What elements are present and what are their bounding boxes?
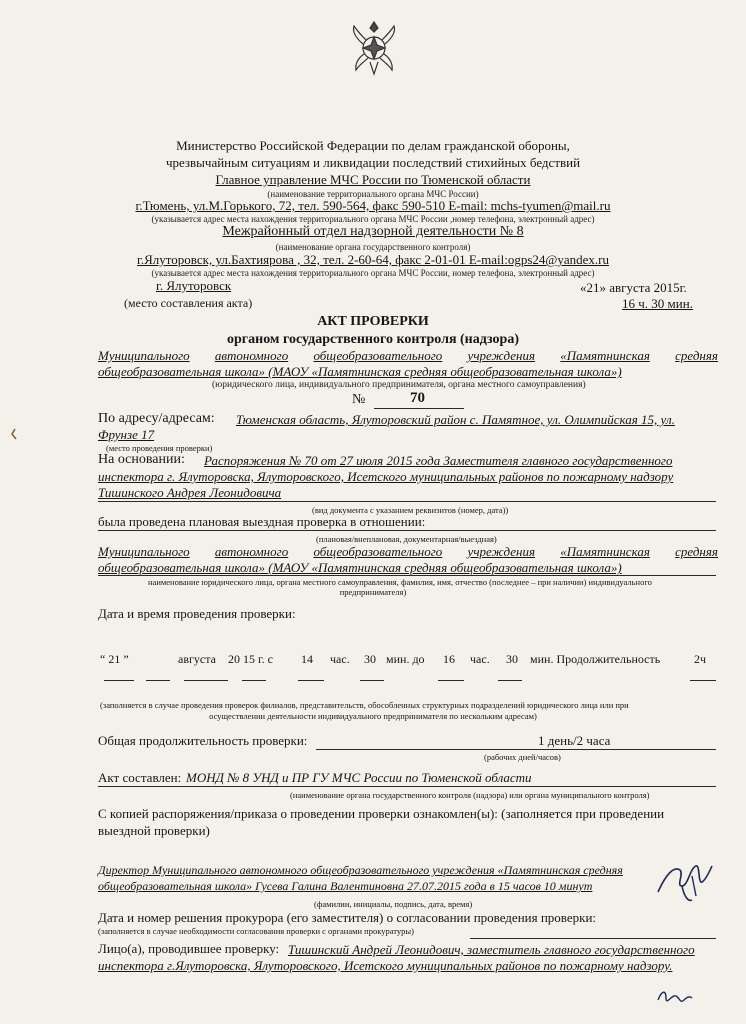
datetime-hour-label-2: час. bbox=[470, 652, 490, 666]
basis-value-line-3: Тишинского Андрея Леонидовича bbox=[98, 485, 282, 500]
copy-acknowledgment-line-2: выездной проверки) bbox=[98, 823, 210, 838]
inspectors-value-line-1: Тишинский Андрей Леонидович, заместитель главного государственного bbox=[288, 942, 695, 957]
datetime-caption-1: (заполняется в случае проведения проверок филиалов, представительств, обособленных структурных подразделений юридического лица или при bbox=[100, 700, 629, 710]
inspectors-label: Лицо(а), проводившее проверку: bbox=[98, 941, 280, 956]
department-address-caption: (указывается адрес места нахождения территориального органа МЧС России ,номер телефона, электронный адрес) bbox=[151, 214, 595, 224]
blank-line bbox=[298, 680, 324, 681]
act-title: АКТ ПРОВЕРКИ bbox=[317, 314, 429, 329]
subject-word: Муниципального bbox=[98, 348, 190, 363]
act-city: г. Ялуторовск bbox=[156, 278, 232, 293]
signature-icon bbox=[654, 986, 694, 1010]
inspected-entity-line-2: общеобразовательная школа» (МАОУ «Памятнинская средняя общеобразовательная школа») bbox=[98, 560, 622, 575]
inspected-entity-underline bbox=[98, 575, 716, 576]
blank-line bbox=[104, 680, 134, 681]
inspected-entity-caption-1: наименование юридического лица, органа местного самоуправления, фамилия, имя, отчество (последнее – при наличии) индивидуального bbox=[148, 577, 652, 587]
blank-line bbox=[146, 680, 170, 681]
composed-label: Акт составлен: bbox=[98, 770, 182, 785]
subject-line-2: общеобразовательная школа» (МАОУ «Памятнинская средняя общеобразовательная школа») bbox=[98, 364, 622, 379]
basis-value-line-2: инспектора г. Ялуторовска, Ялуторовского, Исетского муниципальных районов по пожарному надзору bbox=[98, 469, 674, 484]
total-duration-underline bbox=[316, 749, 716, 750]
prosecutor-decision-caption: (заполняется в случае необходимости согласования проверки с органами прокуратуры) bbox=[98, 926, 414, 936]
total-duration-label: Общая продолжительность проверки: bbox=[98, 733, 308, 748]
office-caption: (наименование органа государственного контроля) bbox=[275, 242, 471, 252]
act-number: 70 bbox=[410, 390, 425, 406]
datetime-to-hour: 16 bbox=[443, 652, 455, 666]
basis-caption: (вид документа с указанием реквизитов (номер, дата)) bbox=[312, 505, 509, 515]
act-time: 16 ч. 30 мин. bbox=[622, 296, 693, 311]
entity-word: автономного bbox=[214, 544, 289, 559]
datetime-minute-label-2: мин. Продолжительность bbox=[530, 652, 661, 666]
datetime-from-minute: 30 bbox=[364, 652, 376, 666]
datetime-month: августа bbox=[178, 652, 216, 666]
blank-line bbox=[498, 680, 522, 681]
datetime-year: 20 15 г. с bbox=[228, 652, 273, 666]
total-duration-value: 1 день/2 часа bbox=[538, 733, 611, 748]
director-line-1: Директор Муниципального автономного общеобразовательного учреждения «Памятнинская средняя bbox=[98, 863, 623, 877]
composed-underline bbox=[98, 786, 716, 787]
act-date: «21» августа 2015г. bbox=[580, 280, 687, 295]
datetime-from-hour: 14 bbox=[301, 652, 313, 666]
inspected-entity-caption-2: предпринимателя) bbox=[339, 587, 407, 597]
margin-mark-icon bbox=[10, 428, 18, 440]
subject-word: общеобразовательного bbox=[313, 348, 443, 363]
datetime-minute-label-1: мин. до bbox=[386, 652, 425, 666]
basis-value-line-1: Распоряжения № 70 от 27 июля 2015 года Заместителя главного государственного bbox=[204, 453, 673, 468]
office-name: Межрайонный отдел надзорной деятельности № 8 bbox=[222, 224, 524, 239]
entity-word: «Памятнинская bbox=[560, 544, 650, 559]
composed-value: МОНД № 8 УНД и ПР ГУ МЧС России по Тюменской области bbox=[186, 770, 532, 785]
emchs-emblem-icon bbox=[348, 18, 400, 78]
blank-line bbox=[438, 680, 464, 681]
signature-icon bbox=[652, 856, 716, 906]
basis-underline bbox=[98, 501, 716, 502]
department-caption: (наименование территориального органа МЧС России) bbox=[267, 189, 479, 199]
inspection-type-caption: (плановая/внеплановая, документарная/выездная) bbox=[316, 534, 497, 544]
subject-word: «Памятнинская bbox=[560, 348, 650, 363]
entity-word: средняя bbox=[675, 544, 718, 559]
address-label: По адресу/адресам: bbox=[98, 411, 215, 426]
ministry-line-1: Министерство Российской Федерации по делам гражданской обороны, bbox=[176, 138, 570, 153]
ministry-line-2: чрезвычайным ситуациям и ликвидации последствий стихийных бедствий bbox=[165, 155, 581, 170]
act-subtitle: органом государственного контроля (надзора) bbox=[226, 332, 519, 347]
department-name: Главное управление МЧС России по Тюменской области bbox=[215, 172, 531, 187]
blank-line bbox=[184, 680, 228, 681]
director-caption: (фамилии, инициалы, подпись, дата, время) bbox=[314, 899, 473, 909]
total-duration-caption: (рабочих дней/часов) bbox=[484, 752, 561, 762]
subject-caption: (юридического лица, индивидуального предпринимателя, органа местного самоуправления) bbox=[212, 380, 586, 390]
blank-line bbox=[360, 680, 384, 681]
subject-line-1 bbox=[98, 348, 718, 364]
subject-word: учреждения bbox=[467, 348, 536, 363]
entity-word: общеобразовательного bbox=[313, 544, 443, 559]
office-address-caption: (указывается адрес места нахождения территориального органа МЧС России, номер телефона, электронный адрес) bbox=[151, 268, 595, 278]
composed-caption: (наименование органа государственного контроля (надзора) или органа муниципального контроля) bbox=[290, 790, 650, 800]
address-caption: (место проведения проверки) bbox=[106, 443, 213, 453]
blank-line bbox=[242, 680, 266, 681]
datetime-day: “ 21 ” bbox=[100, 652, 129, 666]
address-value-line-2: Фрунзе 17 bbox=[98, 427, 155, 442]
entity-word: Муниципального bbox=[98, 544, 190, 559]
prosecutor-underline bbox=[470, 938, 716, 939]
datetime-caption-2: осуществлении деятельности индивидуального предпринимателя по нескольким адресам) bbox=[209, 711, 537, 721]
office-address: г.Ялуторовск, ул.Бахтиярова , 32, тел. 2-60-64, факс 2-01-01 E-mail:ogps24@yandex.ru bbox=[137, 252, 609, 267]
number-underline bbox=[374, 408, 464, 409]
inspection-type-text: была проведена плановая выездная проверка в отношении: bbox=[98, 514, 426, 529]
copy-acknowledgment-line-1: С копией распоряжения/приказа о проведении проверки ознакомлен(ы): (заполняется при проведении bbox=[98, 806, 665, 821]
address-value-line-1: Тюменская область, Ялуторовский район с. Памятное, ул. Олимпийская 15, ул. bbox=[236, 412, 675, 427]
prosecutor-decision-text: Дата и номер решения прокурора (его заместителя) о согласовании проведения проверки: bbox=[98, 910, 597, 925]
subject-word: автономного bbox=[214, 348, 289, 363]
department-address: г.Тюмень, ул.М.Горького, 72, тел. 590-564, факс 590-510 E-mail: mchs-tyumen@mail.ru bbox=[135, 198, 611, 213]
datetime-hour-label-1: час. bbox=[330, 652, 350, 666]
subject-word: средняя bbox=[675, 348, 718, 363]
blank-line bbox=[690, 680, 716, 681]
basis-label: На основании: bbox=[98, 452, 185, 467]
inspected-entity-line-1 bbox=[98, 544, 718, 560]
number-label: № bbox=[352, 392, 366, 407]
inspection-type-underline bbox=[98, 530, 716, 531]
act-city-caption: (место составления акта) bbox=[124, 296, 253, 310]
datetime-duration: 2ч bbox=[694, 652, 707, 666]
inspectors-value-line-2: инспектора г.Ялуторовска, Ялуторовского, Исетского муниципальных районов по пожарному надзору. bbox=[98, 958, 673, 973]
director-line-2: общеобразовательная школа» Гусева Галина Валентиновна 27.07.2015 года в 15 часов 10 минут bbox=[98, 879, 593, 893]
entity-word: учреждения bbox=[467, 544, 536, 559]
datetime-to-minute: 30 bbox=[506, 652, 518, 666]
datetime-label: Дата и время проведения проверки: bbox=[98, 606, 296, 621]
